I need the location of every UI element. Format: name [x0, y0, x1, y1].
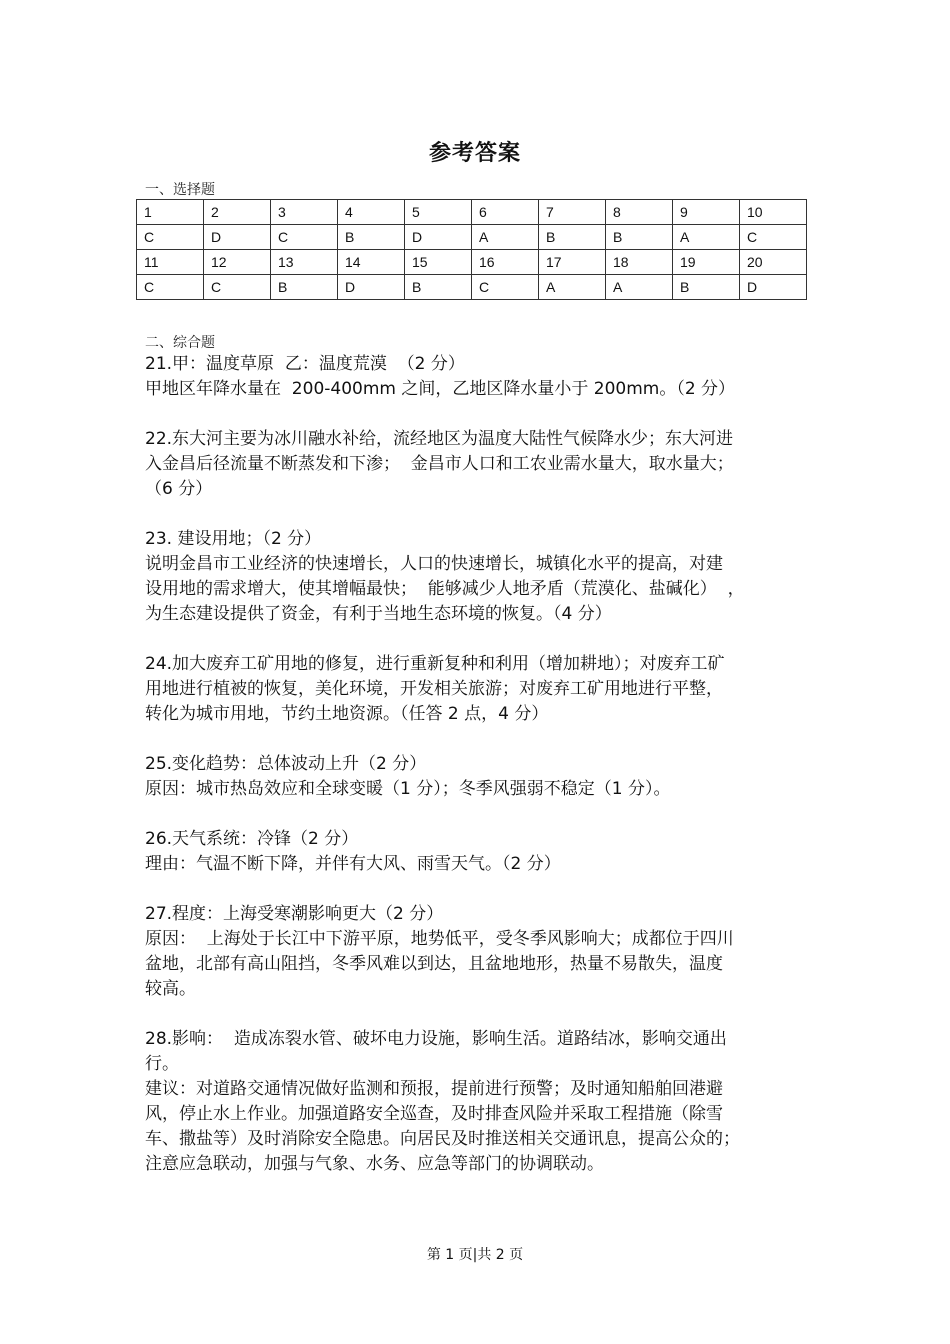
table-row	[137, 225, 807, 250]
answer-block	[145, 827, 810, 877]
answer-line: 26.天气系统：冷锋（2 分）	[145, 829, 359, 849]
comprehensive-answers	[145, 352, 810, 1202]
table-row	[137, 200, 807, 225]
table-cell: B	[338, 225, 405, 250]
answer-line: 盆地，北部有高山阻挡，冬季风难以到达，且盆地地形，热量不易散失，温度	[145, 954, 723, 974]
answer-line: 车、撒盐等）及时消除安全隐患。向居民及时推送相关交通讯息，提高公众的；	[145, 1129, 740, 1149]
table-cell: 14	[338, 250, 405, 275]
answer-table	[136, 199, 807, 300]
table-cell: D	[338, 275, 405, 300]
answer-line: 说明金昌市工业经济的快速增长，人口的快速增长，城镇化水平的提高，对建	[145, 554, 723, 574]
table-cell: C	[204, 275, 271, 300]
answer-block	[145, 752, 810, 802]
table-cell: 18	[606, 250, 673, 275]
table-cell: 11	[137, 250, 204, 275]
answer-line: 风，停止水上作业。加强道路安全巡查，及时排查风险并采取工程措施（除雪	[145, 1104, 723, 1124]
answer-line: 行。	[145, 1054, 179, 1074]
table-cell: A	[606, 275, 673, 300]
page-title: 参考答案	[428, 140, 521, 166]
section-heading-comprehensive: 二、综合题	[145, 335, 215, 351]
answer-line: 建议：对道路交通情况做好监测和预报，提前进行预警；及时通知船舶回港避	[145, 1079, 723, 1099]
table-cell: C	[137, 275, 204, 300]
answer-line: 28.影响： 造成冻裂水管、破坏电力设施，影响生活。道路结冰，影响交通出	[145, 1029, 727, 1049]
table-cell: D	[204, 225, 271, 250]
answer-block	[145, 652, 810, 727]
answer-block	[145, 427, 810, 502]
table-cell: 8	[606, 200, 673, 225]
table-cell: A	[539, 275, 606, 300]
table-cell: 7	[539, 200, 606, 225]
answer-line: 25.变化趋势：总体波动上升（2 分）	[145, 754, 427, 774]
table-cell: 2	[204, 200, 271, 225]
answer-line: 24.加大废弃工矿用地的修复，进行重新复种和利用（增加耕地）；对废弃工矿	[145, 654, 725, 674]
table-cell: A	[673, 225, 740, 250]
answer-line: 理由：气温不断下降，并伴有大风、雨雪天气。（2 分）	[145, 854, 561, 874]
table-cell: 16	[472, 250, 539, 275]
table-cell: B	[673, 275, 740, 300]
answer-block	[145, 352, 810, 402]
page-footer: 第 1 页|共 2 页	[426, 1247, 524, 1263]
answer-line: 设用地的需求增大，使其增幅最快； 能够减少人地矛盾（荒漠化、盐碱化） ，	[145, 579, 745, 599]
answer-line: （6 分）	[145, 479, 213, 499]
answer-line: 23. 建设用地；（2 分）	[145, 529, 322, 549]
table-cell: 12	[204, 250, 271, 275]
answer-line: 注意应急联动，加强与气象、水务、应急等部门的协调联动。	[145, 1154, 604, 1174]
answer-line: 原因： 上海处于长江中下游平原，地势低平，受冬季风影响大；成都位于四川	[145, 929, 734, 949]
table-cell: B	[606, 225, 673, 250]
table-cell: D	[740, 275, 807, 300]
table-row	[137, 250, 807, 275]
table-cell: D	[405, 225, 472, 250]
table-cell: C	[137, 225, 204, 250]
answer-line: 用地进行植被的恢复，美化环境，开发相关旅游；对废弃工矿用地进行平整，	[145, 679, 723, 699]
answer-line: 甲地区年降水量在 200-400mm 之间，乙地区降水量小于 200mm。（2 分）	[145, 379, 736, 399]
section-heading-choice: 一、选择题	[145, 182, 215, 198]
answer-line: 21.甲：温度草原 乙：温度荒漠 （2 分）	[145, 354, 465, 374]
table-cell: C	[740, 225, 807, 250]
answer-line: 为生态建设提供了资金，有利于当地生态环境的恢复。（4 分）	[145, 604, 612, 624]
table-cell: 1	[137, 200, 204, 225]
table-cell: 13	[271, 250, 338, 275]
table-cell: 10	[740, 200, 807, 225]
answer-line: 22.东大河主要为冰川融水补给，流经地区为温度大陆性气候降水少；东大河进	[145, 429, 734, 449]
table-row	[137, 275, 807, 300]
answer-line: 转化为城市用地，节约土地资源。（任答 2 点，4 分）	[145, 704, 549, 724]
table-cell: 9	[673, 200, 740, 225]
table-cell: 20	[740, 250, 807, 275]
answer-block	[145, 527, 810, 627]
answer-line: 入金昌后径流量不断蒸发和下渗； 金昌市人口和工农业需水量大，取水量大；	[145, 454, 734, 474]
answer-block	[145, 1027, 810, 1177]
answer-line: 较高。	[145, 979, 196, 999]
table-cell: B	[539, 225, 606, 250]
table-cell: C	[271, 225, 338, 250]
table-cell: C	[472, 275, 539, 300]
table-cell: 17	[539, 250, 606, 275]
table-cell: B	[405, 275, 472, 300]
table-cell: 15	[405, 250, 472, 275]
answer-line: 原因：城市热岛效应和全球变暖（1 分）；冬季风强弱不稳定（1 分）。	[145, 779, 671, 799]
table-cell: 4	[338, 200, 405, 225]
answer-line: 27.程度：上海受寒潮影响更大（2 分）	[145, 904, 444, 924]
table-cell: 3	[271, 200, 338, 225]
table-cell: 6	[472, 200, 539, 225]
table-cell: 5	[405, 200, 472, 225]
table-cell: A	[472, 225, 539, 250]
table-cell: B	[271, 275, 338, 300]
answer-block	[145, 902, 810, 1002]
table-cell: 19	[673, 250, 740, 275]
